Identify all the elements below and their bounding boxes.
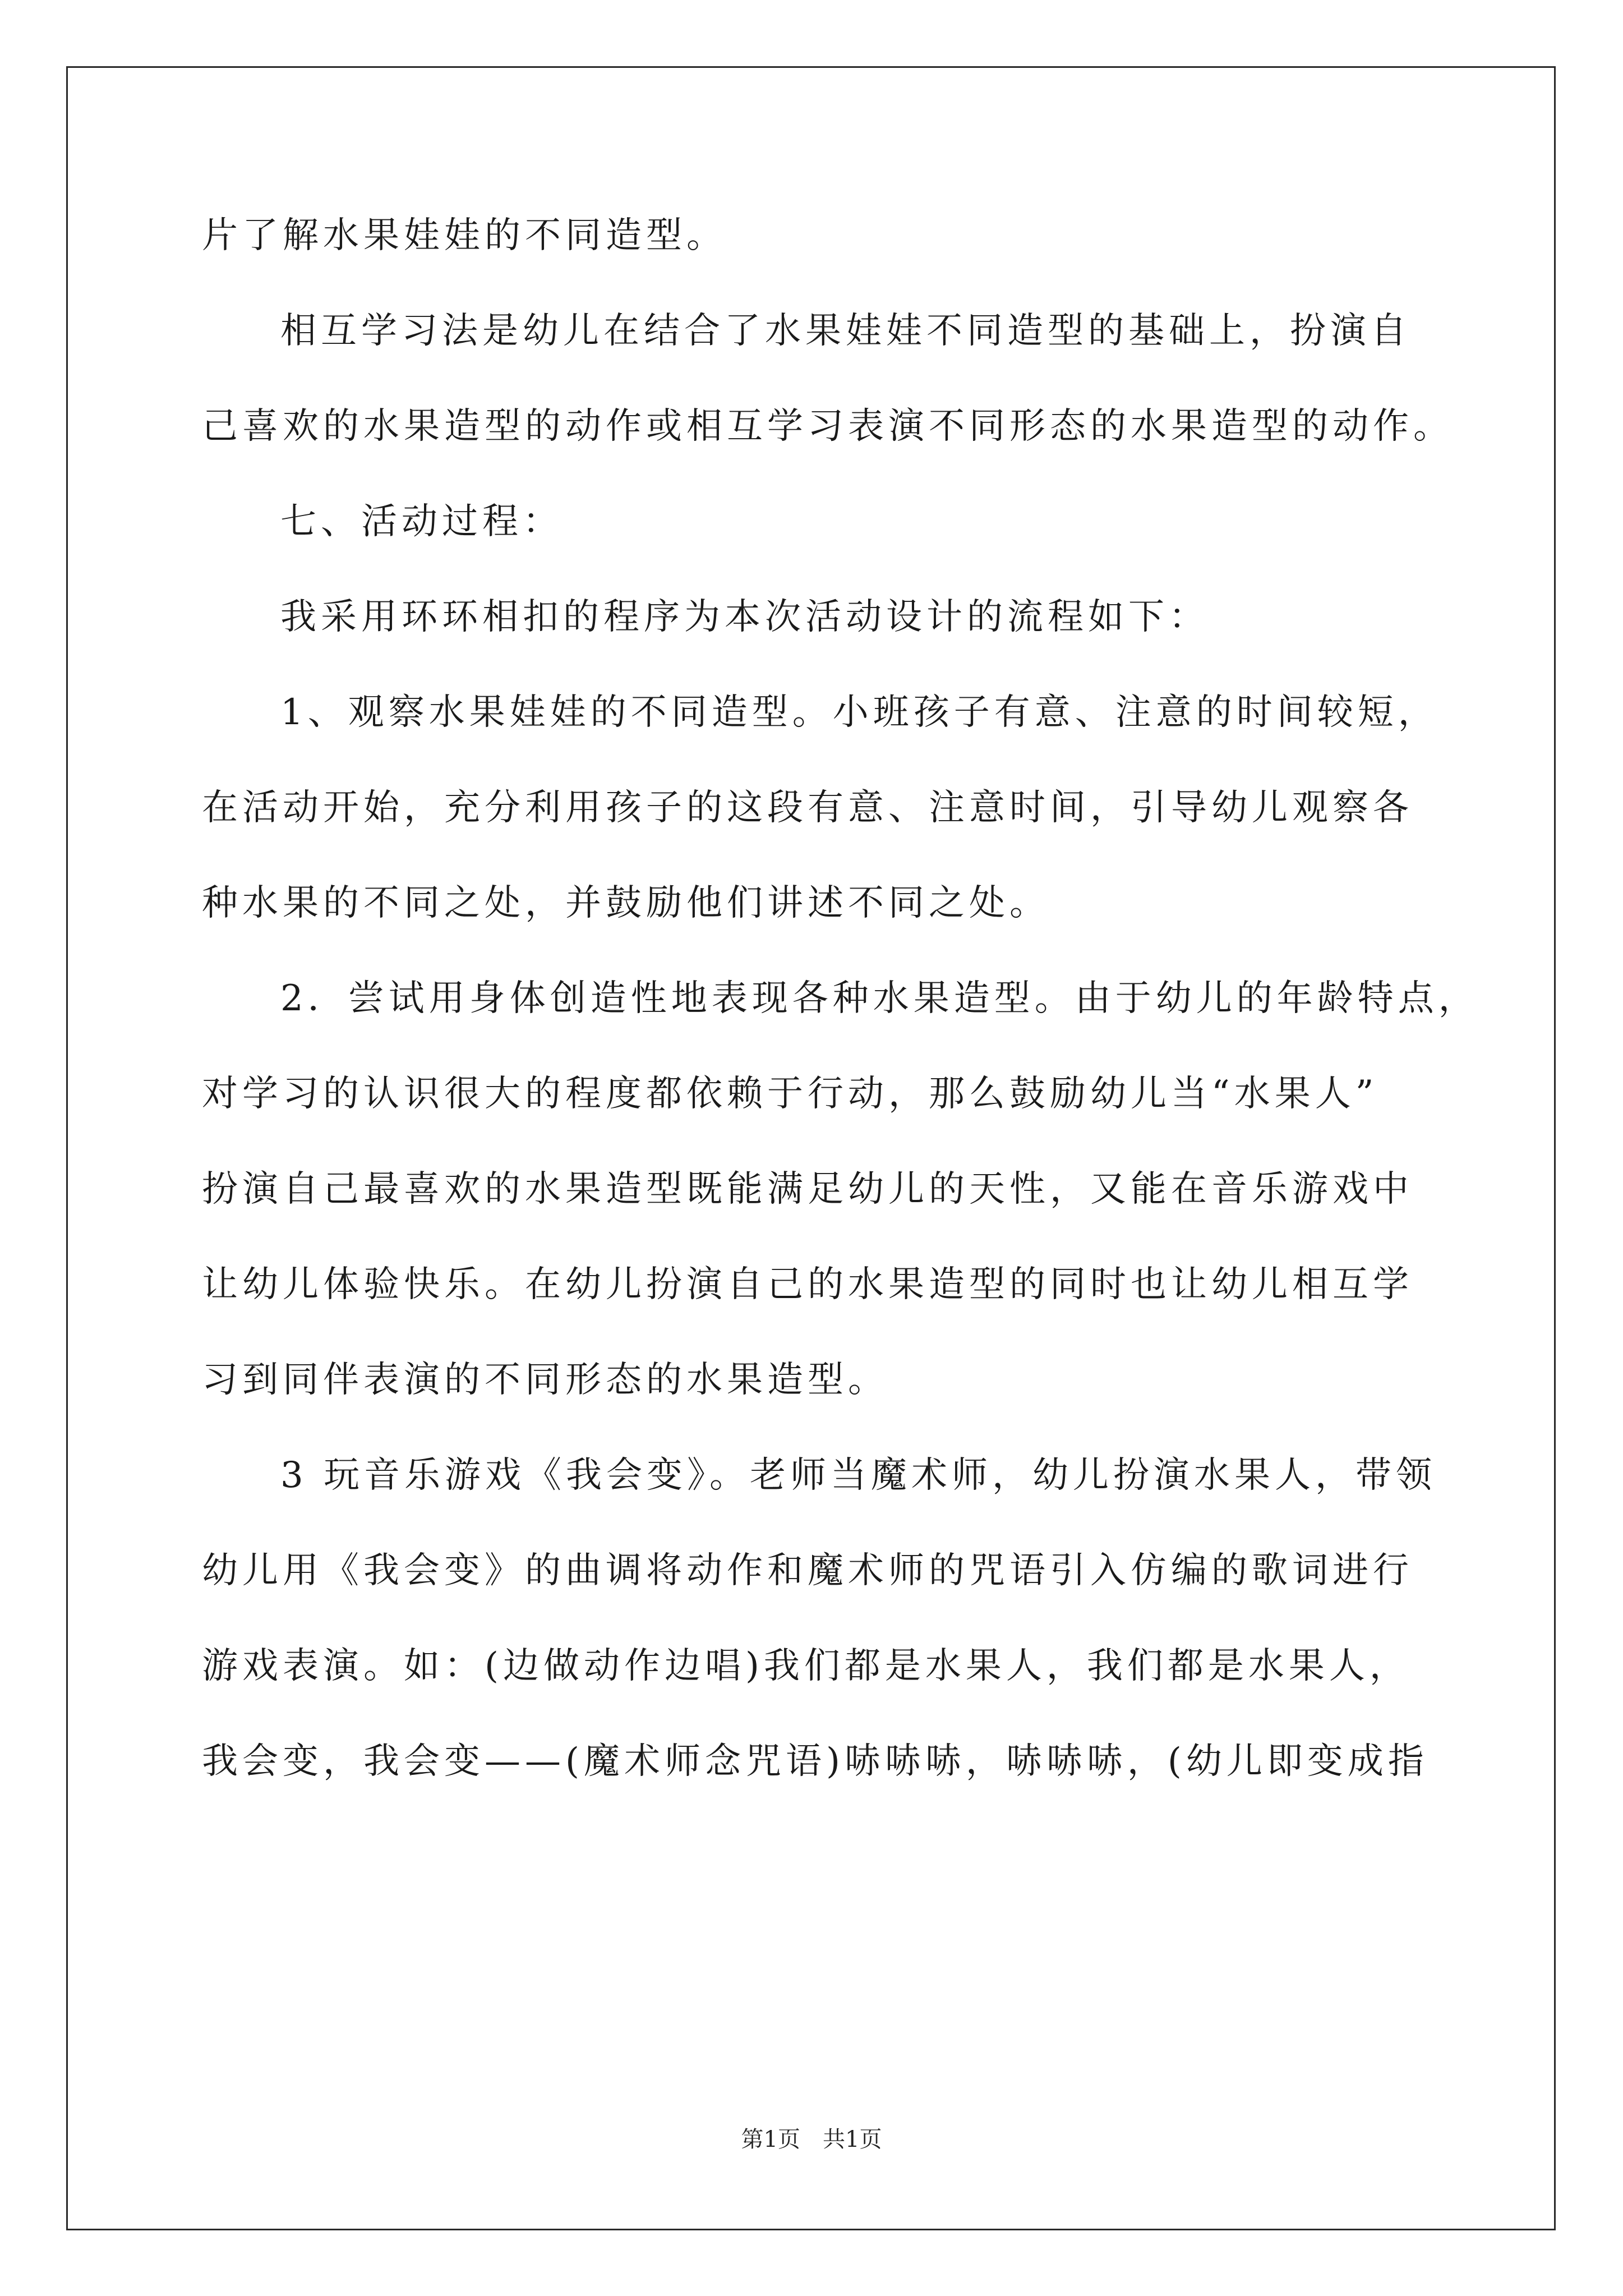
page-border <box>66 66 1556 2230</box>
text-line: 片了解水果娃娃的不同造型。 <box>202 215 727 256</box>
page-number: 第1页 共1页 <box>741 2127 882 2152</box>
text-line: 我会变，我会变——(魔术师念咒语)哧哧哧，哧哧哧，(幼儿即变成指 <box>202 1741 1428 1782</box>
paragraph-line: 1、观察水果娃娃的不同造型。小班孩子有意、注意的时间较短， <box>280 692 1438 733</box>
section-heading: 七、活动过程： <box>280 501 563 542</box>
text-line: 扮演自己最喜欢的水果造型既能满足幼儿的天性，又能在音乐游戏中 <box>202 1168 1413 1210</box>
paragraph-line: 相互学习法是幼儿在结合了水果娃娃不同造型的基础上，扮演自 <box>280 310 1411 352</box>
text-line: 在活动开始，充分利用孩子的这段有意、注意时间，引导幼儿观察各 <box>202 787 1413 829</box>
paragraph-line: 我采用环环相扣的程序为本次活动设计的流程如下： <box>280 596 1209 638</box>
text-line: 游戏表演。如：(边做动作边唱)我们都是水果人，我们都是水果人， <box>202 1645 1410 1687</box>
paragraph-line: 2．尝试用身体创造性地表现各种水果造型。由于幼儿的年龄特点， <box>280 978 1479 1019</box>
text-line: 让幼儿体验快乐。在幼儿扮演自己的水果造型的同时也让幼儿相互学 <box>202 1264 1413 1305</box>
text-line: 幼儿用《我会变》的曲调将动作和魔术师的咒语引入仿编的歌词进行 <box>202 1550 1413 1591</box>
text-line: 对学习的认识很大的程度都依赖于行动，那么鼓励幼儿当“水果人” <box>202 1073 1378 1115</box>
text-line: 己喜欢的水果造型的动作或相互学习表演不同形态的水果造型的动作。 <box>202 406 1454 447</box>
paragraph-line: 3 玩音乐游戏《我会变》。老师当魔术师，幼儿扮演水果人，带领 <box>280 1455 1437 1496</box>
text-line: 种水果的不同之处，并鼓励他们讲述不同之处。 <box>202 882 1050 924</box>
text-line: 习到同伴表演的不同形态的水果造型。 <box>202 1359 888 1401</box>
